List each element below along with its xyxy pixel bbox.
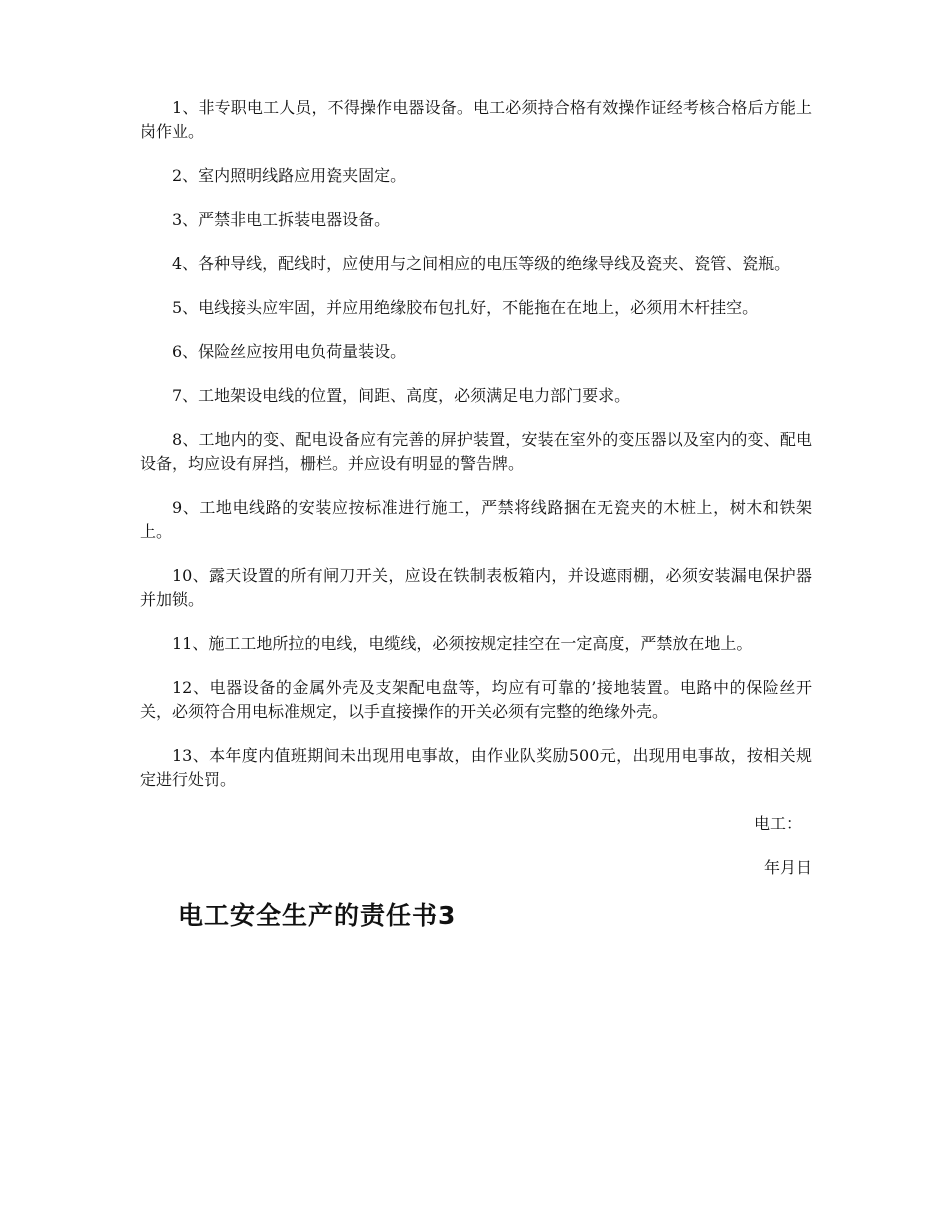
rule-paragraph-6: 6、保险丝应按用电负荷量装设。 <box>172 342 407 361</box>
rule-paragraph-3: 3、严禁非电工拆装电器设备。 <box>172 210 391 229</box>
rule-paragraph-4: 4、各种导线，配线时，应使用与之间相应的电压等级的绝缘导线及瓷夹、瓷管、瓷瓶。 <box>172 254 791 273</box>
rule-paragraph-2: 2、室内照明线路应用瓷夹固定。 <box>172 166 407 185</box>
section-heading: 电工安全生产的责任书3 <box>178 901 457 930</box>
rule-paragraph-11: 11、施工工地所拉的电线，电缆线，必须按规定挂空在一定高度，严禁放在地上。 <box>172 634 753 653</box>
date-signature-line: 年月日 <box>763 858 812 877</box>
rule-paragraph-10: 10、露天设置的所有闸刀开关，应设在铁制表板箱内，并设遮雨棚，必须安装漏电保护器并加锁。 <box>140 566 812 609</box>
rule-paragraph-7: 7、工地架设电线的位置，间距、高度，必须满足电力部门要求。 <box>172 386 631 405</box>
electrician-signature-line: 电工： <box>753 814 802 833</box>
rule-paragraph-9: 9、工地电线路的安装应按标准进行施工，严禁将线路捆在无瓷夹的木桩上，树木和铁架上。 <box>140 498 812 541</box>
rule-paragraph-8: 8、工地内的变、配电设备应有完善的屏护装置，安装在室外的变压器以及室内的变、配电设备，均应设有屏挡，栅栏。并应设有明显的警告牌。 <box>140 430 812 473</box>
rule-paragraph-13: 13、本年度内值班期间未出现用电事故，由作业队奖励500元，出现用电事故，按相关规定进行处罚。 <box>140 746 812 789</box>
rule-paragraph-1: 1、非专职电工人员，不得操作电器设备。电工必须持合格有效操作证经考核合格后方能上岗作业。 <box>140 98 812 141</box>
document-body <box>140 96 812 932</box>
rule-paragraph-12: 12、电器设备的金属外壳及支架配电盘等，均应有可靠的’接地装置。电路中的保险丝开关，必须符合用电标准规定，以手直接操作的开关必须有完整的绝缘外壳。 <box>140 678 812 721</box>
rule-paragraph-5: 5、电线接头应牢固，并应用绝缘胶布包扎好，不能拖在在地上，必须用木杆挂空。 <box>172 298 759 317</box>
